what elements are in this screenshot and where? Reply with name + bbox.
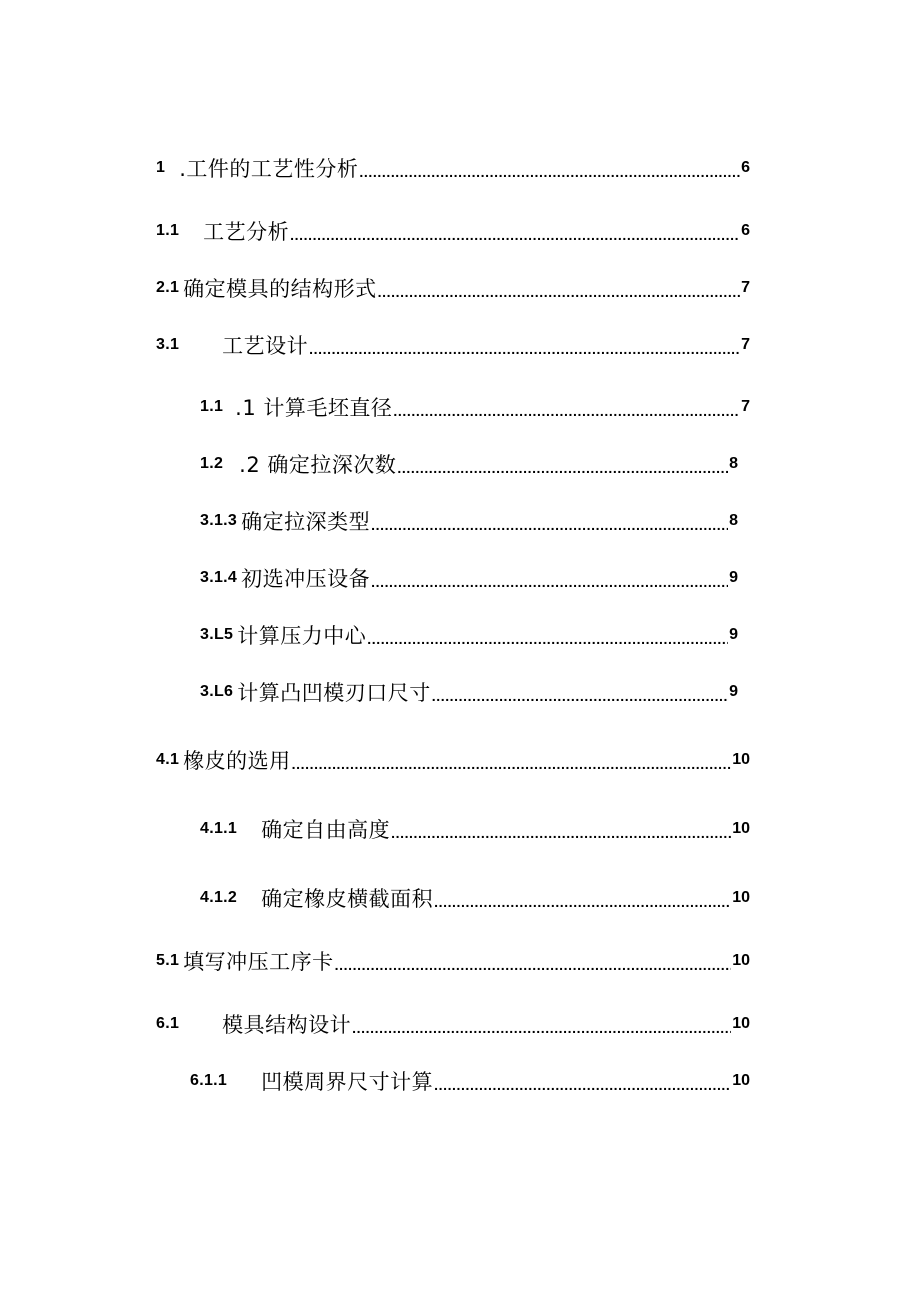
toc-entry-page: 10 <box>732 820 750 837</box>
toc-entry-page: 7 <box>741 398 750 415</box>
toc-entry-page: 6 <box>741 222 750 239</box>
dot-leader <box>290 227 740 243</box>
toc-entry-number: 4.1.1 <box>200 820 238 837</box>
toc-entry-page: 9 <box>729 683 738 700</box>
toc-entry-number: 3.1.3 <box>200 512 238 529</box>
toc-entry-number: 6.1.1 <box>190 1072 228 1089</box>
toc-entry-page: 10 <box>732 952 750 969</box>
toc-entry-title: 橡皮的选用 <box>183 749 291 773</box>
dot-leader <box>432 688 728 704</box>
dot-leader <box>434 1077 731 1093</box>
toc-entry-page: 10 <box>732 1072 750 1089</box>
toc-entry-page: 7 <box>741 279 750 296</box>
dot-leader <box>309 341 740 357</box>
toc-entry[interactable] <box>156 330 750 360</box>
toc-entry[interactable] <box>156 745 750 775</box>
dot-leader <box>359 164 740 180</box>
toc-entry[interactable] <box>200 677 738 707</box>
toc-entry-page: 9 <box>729 569 738 586</box>
toc-entry-title: 确定拉深类型 <box>241 510 371 534</box>
toc-entry-number: 1.1 <box>200 398 224 415</box>
dot-leader <box>391 825 731 841</box>
dot-leader <box>378 284 740 300</box>
toc-entry-number: 2.1 <box>156 279 180 296</box>
toc-entry-number: 1.2 <box>200 455 224 472</box>
toc-entry[interactable] <box>156 1009 750 1039</box>
toc-entry-number: 5.1 <box>156 952 180 969</box>
dot-leader <box>292 756 732 772</box>
toc-entry-title: 确定模具的结构形式 <box>183 277 377 301</box>
toc-entry[interactable] <box>200 449 738 479</box>
toc-entry-title: .2 确定拉深次数 <box>239 453 397 477</box>
toc-entry-page: 8 <box>729 455 738 472</box>
toc-entry[interactable] <box>200 620 738 650</box>
toc-entry[interactable] <box>200 563 738 593</box>
toc-entry-page: 7 <box>741 336 750 353</box>
toc-entry-number: 1 <box>156 159 166 176</box>
toc-entry-title: 计算压力中心 <box>237 624 367 648</box>
toc-entry-number: 3.L6 <box>200 683 234 700</box>
dot-leader <box>434 894 731 910</box>
toc-entry-title: .1 计算毛坯直径 <box>235 396 393 420</box>
toc-entry[interactable] <box>156 946 750 976</box>
toc-entry-page: 8 <box>729 512 738 529</box>
dot-leader <box>371 574 728 590</box>
toc-entry-title: 模具结构设计 <box>222 1013 352 1037</box>
toc-entry-number: 4.1.2 <box>200 889 238 906</box>
toc-entry-number: 3.1.4 <box>200 569 238 586</box>
toc-entry-number: 3.L5 <box>200 626 234 643</box>
toc-entry[interactable] <box>200 392 750 422</box>
toc-entry-title: 初选冲压设备 <box>241 567 371 591</box>
toc-entry-title: .工件的工艺性分析 <box>179 157 359 181</box>
dot-leader <box>367 631 728 647</box>
dot-leader <box>393 403 740 419</box>
toc-entry-page: 10 <box>732 889 750 906</box>
toc-entry[interactable] <box>156 273 750 303</box>
toc-entry-title: 确定橡皮横截面积 <box>261 887 434 911</box>
toc-entry-title: 填写冲压工序卡 <box>183 950 334 974</box>
toc-entry-title: 凹模周界尺寸计算 <box>261 1070 434 1094</box>
toc-entry-number: 3.1 <box>156 336 180 353</box>
toc-entry-number: 6.1 <box>156 1015 180 1032</box>
toc-entry[interactable] <box>156 153 750 183</box>
toc-entry-number: 4.1 <box>156 751 180 768</box>
toc-entry[interactable] <box>200 883 750 913</box>
toc-entry-page: 9 <box>729 626 738 643</box>
dot-leader <box>397 460 728 476</box>
toc-entry[interactable] <box>200 814 750 844</box>
dot-leader <box>371 517 728 533</box>
toc-entry-page: 6 <box>741 159 750 176</box>
toc-entry[interactable] <box>200 506 738 536</box>
toc-entry-title: 工艺设计 <box>222 334 309 358</box>
dot-leader <box>352 1020 731 1036</box>
toc-entry[interactable] <box>156 216 750 246</box>
toc-entry[interactable] <box>190 1066 750 1096</box>
toc-entry-number: 1.1 <box>156 222 180 239</box>
dot-leader <box>335 957 732 973</box>
toc-entry-page: 10 <box>732 751 750 768</box>
toc-entry-title: 确定自由高度 <box>261 818 391 842</box>
toc-entry-page: 10 <box>732 1015 750 1032</box>
toc-entry-title: 工艺分析 <box>203 220 290 244</box>
toc-entry-title: 计算凸凹模刃口尺寸 <box>237 681 431 705</box>
